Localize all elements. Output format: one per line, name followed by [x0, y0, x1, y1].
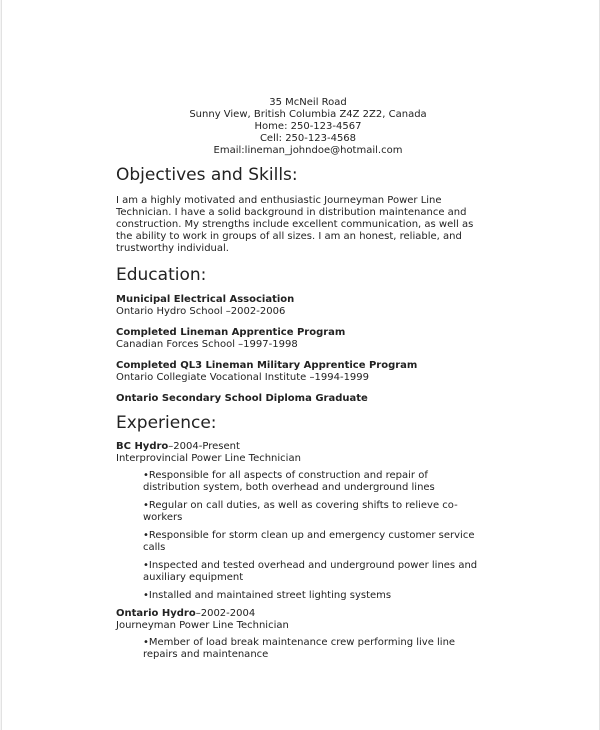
- education-detail: Ontario Collegiate Vocational Institute –1994-1999: [116, 372, 370, 383]
- home-phone: Home: 250-123-4567: [254, 121, 362, 132]
- education-detail: Canadian Forces School –1997-1998: [116, 339, 298, 350]
- education-detail: Ontario Hydro School –2002-2006: [116, 306, 286, 317]
- experience-heading: Experience:: [116, 413, 217, 433]
- education-item: [116, 327, 486, 351]
- education-item: [116, 294, 486, 318]
- cell-phone: Cell: 250-123-4568: [259, 133, 357, 144]
- objectives-text: I am a highly motivated and enthusiastic Journeyman Power Line Technician. I have a solid background in distribution maintenance and construction. My strengths include excellent communication, as well as the ability to work in groups of all sizes. I am an honest, reliable, and trustworthy individual.: [116, 195, 474, 254]
- street-address: 35 McNeil Road: [269, 97, 347, 108]
- list-item: •Installed and maintained street lighting systems: [143, 590, 392, 601]
- education-item: [116, 393, 486, 405]
- resume-page: [1, 0, 600, 730]
- list-item: •Responsible for storm clean up and emergency customer service calls: [143, 530, 475, 553]
- email-address: Email:lineman_johndoe@hotmail.com: [213, 145, 403, 156]
- job-role: Interprovincial Power Line Technician: [116, 453, 301, 464]
- education-title: Ontario Secondary School Diploma Graduate: [116, 393, 368, 404]
- education-title: Completed QL3 Lineman Military Apprentice Program: [116, 360, 418, 371]
- city-address: Sunny View, British Columbia Z4Z 2Z2, Canada: [189, 109, 427, 120]
- education-item: [116, 360, 486, 384]
- list-item: •Regular on call duties, as well as covering shifts to relieve co-workers: [143, 500, 458, 523]
- education-title: Municipal Electrical Association: [116, 294, 295, 305]
- education-title: Completed Lineman Apprentice Program: [116, 327, 346, 338]
- objectives-heading: Objectives and Skills:: [116, 165, 298, 185]
- job-duties-list: [116, 470, 486, 602]
- job-company: BC Hydro: [116, 441, 169, 452]
- education-heading: Education:: [116, 265, 207, 285]
- list-item: •Responsible for all aspects of construction and repair of distribution system, both overhead and underground lines: [143, 470, 435, 493]
- resume-body: [116, 163, 486, 667]
- contact-block: [2, 97, 600, 157]
- list-item: •Member of load break maintenance crew performing live line repairs and maintenance: [143, 637, 456, 660]
- job-dates: –2004-Present: [168, 441, 240, 452]
- job-company: Ontario Hydro: [116, 608, 196, 619]
- job-role: Journeyman Power Line Technician: [116, 620, 289, 631]
- job-header: [116, 441, 486, 465]
- job-duties-list: [116, 637, 486, 661]
- list-item: •Inspected and tested overhead and underground power lines and auxiliary equipment: [143, 560, 478, 583]
- job-dates: –2002-2004: [195, 608, 256, 619]
- job-header: [116, 608, 486, 632]
